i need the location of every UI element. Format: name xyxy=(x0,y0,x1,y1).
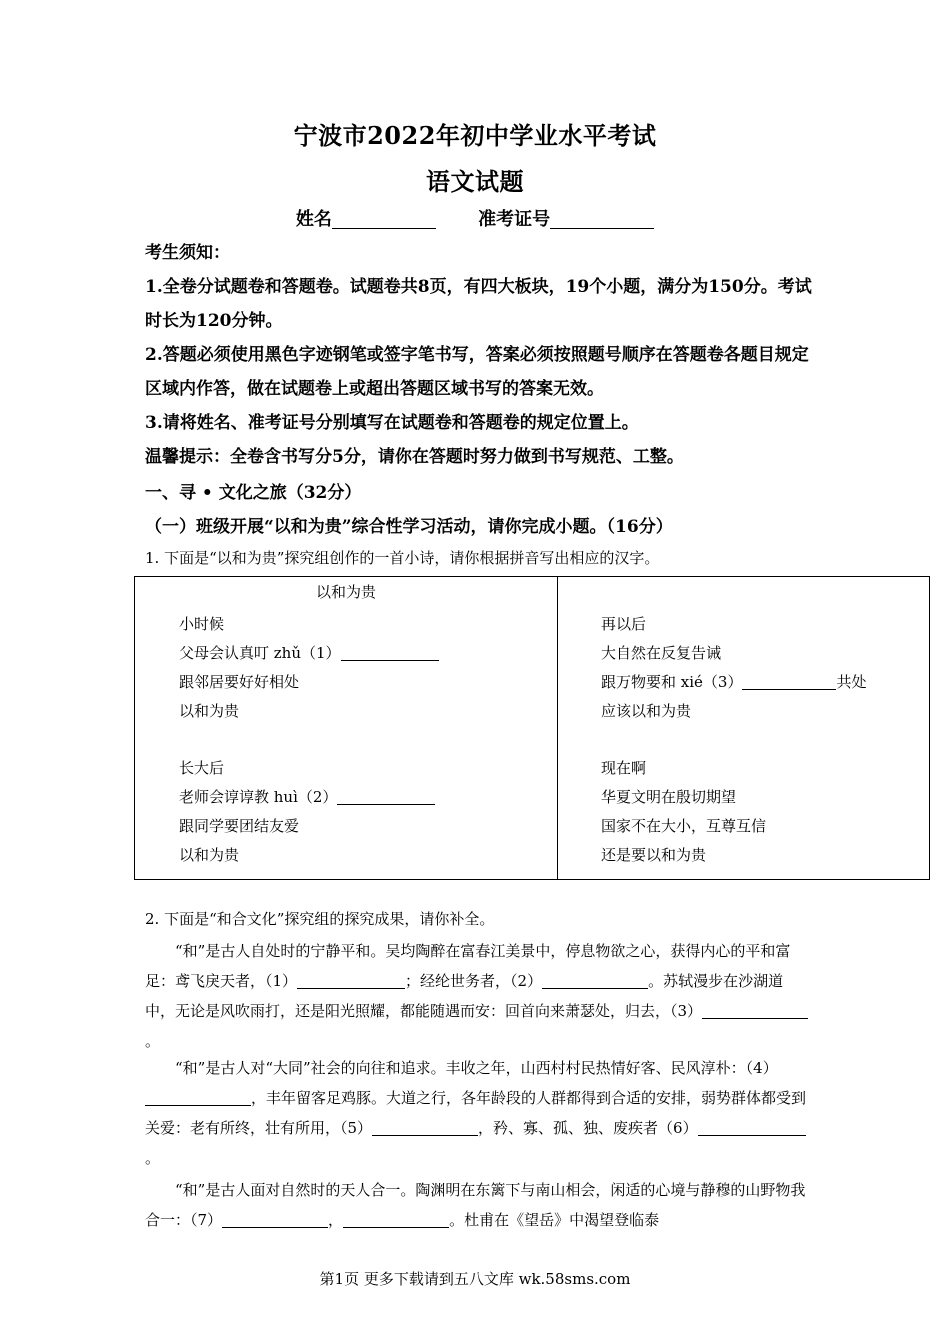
notice-item-1: 1.全卷分试题卷和答题卷。试题卷共8页，有四大板块，19个小题，满分为150分。考试时长为120分钟。 xyxy=(145,277,812,331)
notice-tip: 温馨提示：全卷含书写分5分，请你在答题时努力做到书写规范、工整。 xyxy=(145,447,684,467)
poem-line: 长大后 xyxy=(179,759,225,777)
paragraph-3: “和”是古人面对自然时的天人合一。陶渊明在东篱下与南山相会，闲适的心境与静穆的山野物我合一：（7） ， 。杜甫在《望岳》中渴望登临泰 xyxy=(145,1181,806,1229)
poem-line: 小时候 xyxy=(179,615,225,633)
exam-title: 宁波市2022年初中学业水平考试 xyxy=(293,121,657,150)
answer-blank-3[interactable] xyxy=(742,673,836,690)
poem-line: 跟同学要团结友爱 xyxy=(179,817,300,835)
poem-line: 以和为贵 xyxy=(179,702,240,720)
section-1-part-1-title: （一）班级开展“以和为贵”综合性学习活动，请你完成小题。（16分） xyxy=(145,517,673,537)
exam-id-label: 准考证号 xyxy=(478,209,551,230)
fill-blank-6[interactable] xyxy=(698,1119,806,1136)
poem-line-with-blank-3: 跟万物要和 xié（3） 共处 xyxy=(601,673,867,691)
fill-blank-1[interactable] xyxy=(297,972,405,989)
poem-line: 华夏文明在殷切期望 xyxy=(601,788,737,806)
poem-right-column xyxy=(601,581,921,870)
question-2-prompt: 2. 下面是“和合文化”探究组的探究成果，请你补全。 xyxy=(145,910,495,928)
poem-column-divider xyxy=(557,577,558,879)
notice-heading: 考生须知： xyxy=(145,243,230,263)
question-1-prompt: 1. 下面是“以和为贵”探究组创作的一首小诗，请你根据拼音写出相应的汉字。 xyxy=(145,549,660,567)
poem-left-column xyxy=(179,581,539,870)
name-label: 姓名 xyxy=(295,209,332,230)
name-blank xyxy=(332,210,436,229)
candidate-info-row xyxy=(0,205,950,231)
poem-line: 以和为贵 xyxy=(179,846,240,864)
poem-line-with-blank-2: 老师会谆谆教 huì（2） xyxy=(179,783,539,812)
exam-subtitle: 语文试题 xyxy=(426,167,524,196)
section-1-title: 一、寻 • 文化之旅（32分） xyxy=(145,483,362,503)
poem-line: 还是要以和为贵 xyxy=(601,846,707,864)
fill-blank-4[interactable] xyxy=(145,1089,251,1106)
notice-item-2: 2.答题必须使用黑色字迹钢笔或签字笔书写，答案必须按照题号顺序在答题卷各题目规定区域内作答，做在试题卷上或超出答题区域书写的答案无效。 xyxy=(145,345,809,399)
poem-line: 现在啊 xyxy=(601,759,647,777)
poem-line: 国家不在大小，互尊互信 xyxy=(601,817,767,835)
fill-blank-2[interactable] xyxy=(542,972,648,989)
fill-blank-7a[interactable] xyxy=(222,1211,328,1228)
poem-line: 再以后 xyxy=(601,615,647,633)
candidate-notice xyxy=(145,236,815,474)
page-footer: 第1页 更多下载请到五八文库 wk.58sms.com xyxy=(319,1270,631,1288)
fill-blank-5[interactable] xyxy=(372,1119,478,1136)
notice-item-3: 3.请将姓名、准考证号分别填写在试题卷和答题卷的规定位置上。 xyxy=(145,413,639,433)
poem-line: 应该以和为贵 xyxy=(601,702,692,720)
paragraph-2: “和”是古人对“大同”社会的向往和追求。丰收之年，山西村村民热情好客、民风淳朴：（4），丰年留客足鸡豚。大道之行，各年龄段的人群都得到合适的安排，弱势群体都受到关爱：老有所终，壮有所用，（5） ，矜、寡、孤、独、废疾者（6）。 xyxy=(145,1059,807,1167)
poem-title: 以和为贵 xyxy=(315,583,376,601)
poem-line-with-blank-1: 父母会认真叮 zhǔ（1） xyxy=(179,639,539,668)
fill-blank-7b[interactable] xyxy=(343,1211,449,1228)
paragraph-1: “和”是古人自处时的宁静平和。吴均陶醉在富春江美景中，停息物欲之心，获得内心的平和富足：鸢飞戾天者，（1） ；经纶世务者，（2） 。苏轼漫步在沙湖道中，无论是风吹雨打，还是阳光照耀，都能随遇而安：回首向来萧瑟处，归去，（3）。 xyxy=(145,936,810,1056)
poem-line: 跟邻居要好好相处 xyxy=(179,673,300,691)
exam-id-blank xyxy=(550,210,654,229)
poem-table xyxy=(134,576,930,880)
fill-blank-3[interactable] xyxy=(702,1002,808,1019)
poem-line: 大自然在反复告诫 xyxy=(601,644,722,662)
answer-blank-2[interactable] xyxy=(337,788,435,805)
answer-blank-1[interactable] xyxy=(341,644,439,661)
